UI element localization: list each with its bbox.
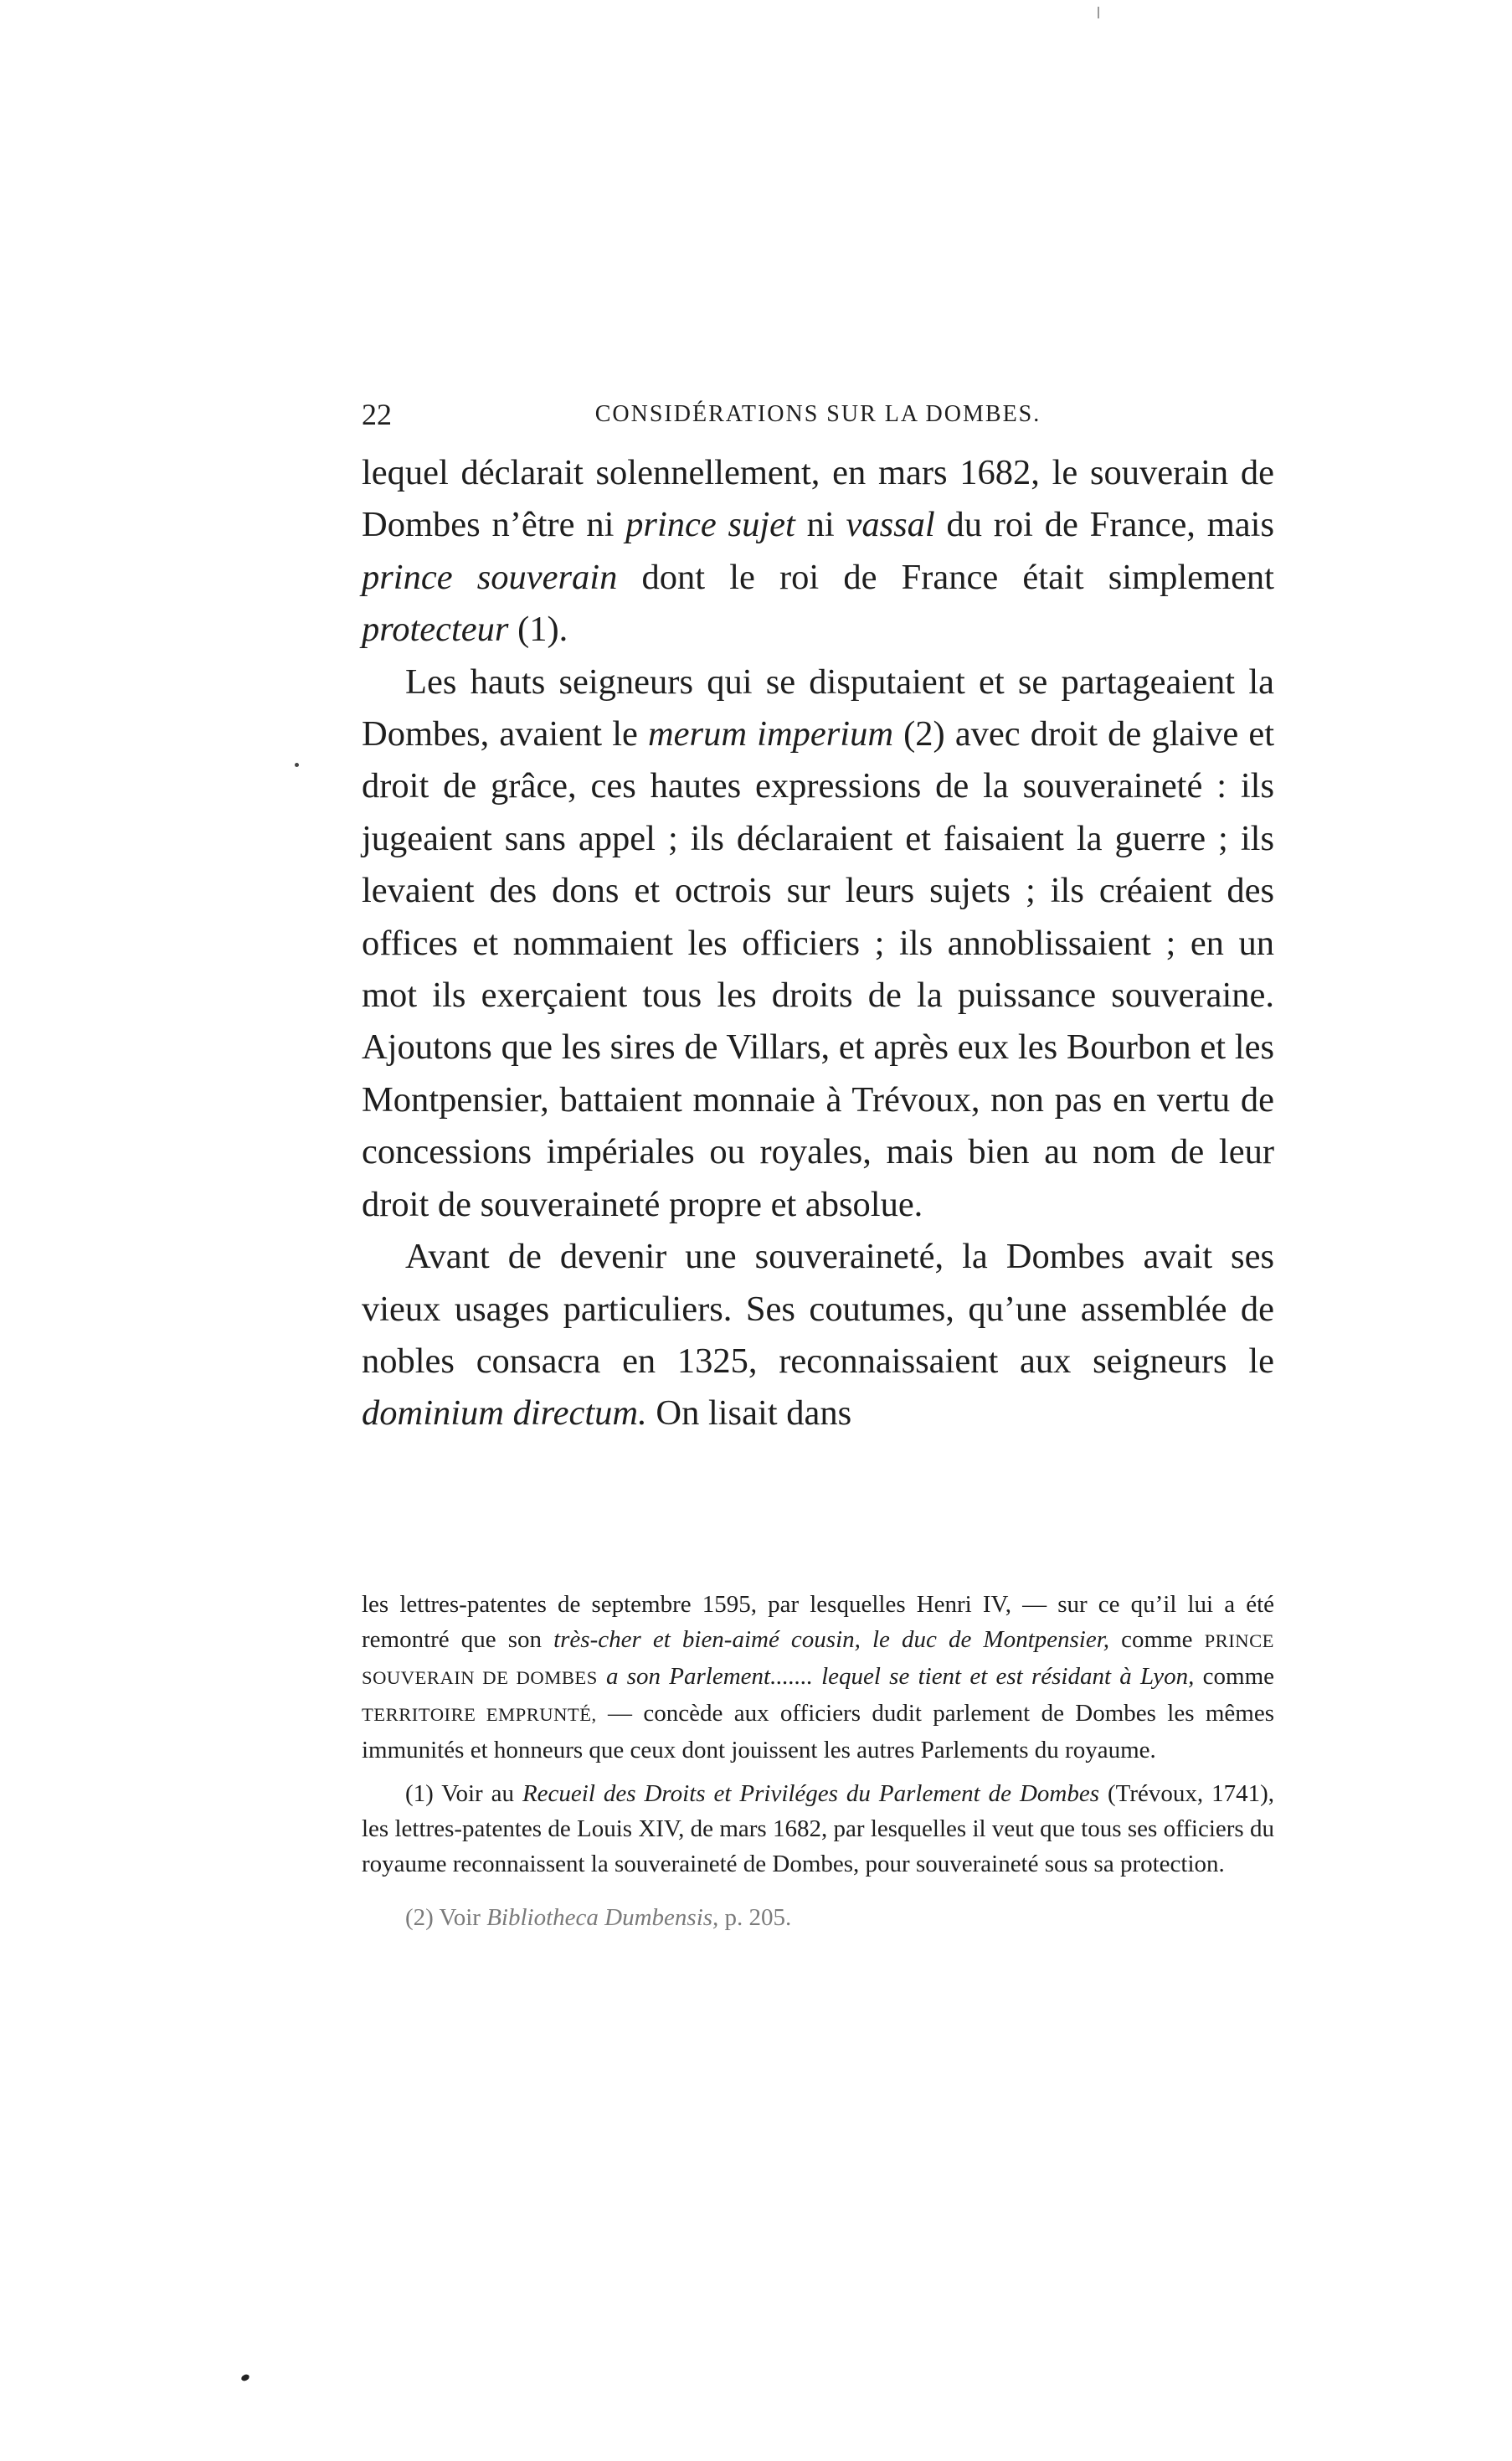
text-run: (2) Voir: [405, 1904, 487, 1931]
italic-run: protecteur: [362, 610, 509, 650]
text-run: p. 205.: [718, 1904, 792, 1931]
text-run: (1).: [508, 610, 568, 650]
text-run: les lettres-patentes de septembre 1595, par lesquelles Henri IV, — sur ce qu’il lui a été remontré que son: [362, 1591, 1274, 1653]
running-title: CONSIDÉRATIONS SUR LA DOMBES.: [594, 401, 1041, 427]
scan-speck: [240, 2373, 250, 2382]
scan-speck: [1098, 7, 1099, 18]
scan-speck: [295, 763, 299, 767]
italic-run: prince souverain: [362, 557, 618, 597]
page-number: 22: [362, 398, 392, 431]
main-text: [362, 447, 1274, 1440]
text-run: dont le roi de France était simplement: [617, 557, 1274, 597]
text-run: On lisait dans: [646, 1393, 852, 1434]
text-run: (2) avec droit de glaive et droit de grâce, ces hautes expressions de la souveraineté : ils jugeaient sans appel ; ils déclaraient et faisaient la guerre ; ils levaient des dons et octrois sur leurs sujets ; ils créaient des offices et nommaient les officiers ; ils annoblissaient ; en un mot ils exerçaient tous les droits de la puissance souveraine. Ajoutons que les sires de Villars, et après eux les Bourbon et les Montpensier, battaient monnaie à Trévoux, non pas en vertu de concessions impériales ou royales, mais bien au nom de leur droit de souveraineté propre et absolue.: [362, 714, 1274, 1224]
italic-run: dominium directum.: [362, 1393, 647, 1434]
paragraph: [362, 656, 1274, 1231]
footnotes: [362, 1587, 1274, 1935]
text-run: Les hauts seigneurs qui se disputaient et se partageaient la Dombes, avaient le: [362, 662, 1274, 754]
footnote-continued: [362, 1587, 1274, 1768]
text-run: comme: [1194, 1663, 1275, 1690]
text-run: lequel déclarait solennellement, en mars 1682, le souverain de Dombes n’être ni: [362, 453, 1274, 545]
italic-run: Bibliotheca Dumbensis,: [486, 1904, 719, 1931]
italic-run: vassal: [846, 505, 935, 545]
smallcaps-run: TERRITOIRE EMPRUNTÉ,: [362, 1704, 597, 1725]
text-run: [598, 1663, 606, 1690]
footnote-2: [362, 1900, 1274, 1935]
italic-run: Recueil des Droits et Priviléges du Parlement de Dombes: [522, 1780, 1100, 1807]
text-run: (Trévoux, 1741), les lettres-patentes de Louis XIV, de mars 1682, par lesquelles il veut que tous ses officiers du royaume reconnaissent la souveraineté de Dombes, pour souveraineté sous sa protection.: [362, 1780, 1274, 1877]
text-run: comme: [1109, 1626, 1205, 1653]
italic-run: très-cher et bien-aimé cousin, le duc de Montpensier,: [553, 1626, 1110, 1653]
paragraph-continued: [362, 447, 1274, 656]
paragraph: [362, 1231, 1274, 1440]
italic-run: merum imperium: [647, 714, 894, 754]
italic-run: a son Parlement....... lequel se tient et est résidant à Lyon,: [606, 1663, 1195, 1690]
footnote-1: [362, 1776, 1274, 1882]
text-run: du roi de France, mais: [934, 505, 1274, 545]
text-run: — concède aux officiers dudit parlement de Dombes les mêmes immunités et honneurs que ceux dont jouissent les autres Parlements du royaume.: [362, 1700, 1274, 1763]
italic-run: prince sujet: [625, 505, 795, 545]
text-run: Avant de devenir une souveraineté, la Dombes avait ses vieux usages particuliers. Ses coutumes, qu’une assemblée de nobles consacra en 1325, reconnaissaient aux seigneurs le: [362, 1237, 1274, 1381]
text-run: (1) Voir au: [405, 1780, 522, 1807]
smallcaps-run: PRINCE SOUVERAIN DE DOMBES: [362, 1630, 1274, 1688]
page-header: [362, 394, 1274, 435]
text-run: ni: [795, 505, 846, 545]
